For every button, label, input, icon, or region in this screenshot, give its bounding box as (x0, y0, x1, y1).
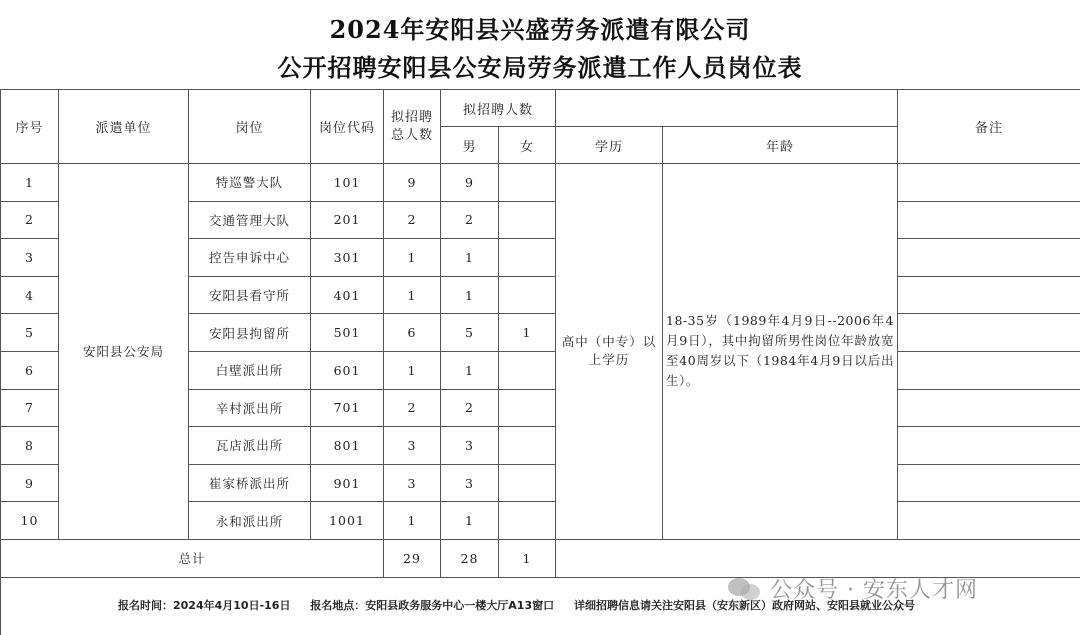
cell-total: 1 (384, 276, 441, 314)
cell-post: 崔家桥派出所 (189, 464, 311, 502)
cell-seq: 5 (1, 314, 59, 352)
cell-total: 1 (384, 351, 441, 389)
summary-blank (556, 539, 1080, 577)
cell-seq: 7 (1, 389, 59, 427)
cell-note (898, 427, 1080, 465)
table-row (1, 164, 1080, 202)
cell-code: 901 (311, 464, 384, 502)
header-unit: 派遣单位 (59, 90, 189, 164)
summary-male: 28 (441, 539, 499, 577)
cell-total: 3 (384, 427, 441, 465)
header-blank (556, 90, 898, 127)
cell-code: 401 (311, 276, 384, 314)
position-table (0, 89, 1080, 635)
cell-male: 1 (441, 276, 499, 314)
header-male: 男 (441, 127, 499, 164)
header-code: 岗位代码 (311, 90, 384, 164)
cell-code: 201 (311, 201, 384, 239)
cell-total: 9 (384, 164, 441, 202)
watermark-text: 公众号 · 安东人才网 (770, 578, 978, 603)
cell-total: 2 (384, 389, 441, 427)
footer-place: 报名地点：安阳县政务服务中心一楼大厅A13窗口 (310, 599, 555, 612)
cell-female (499, 239, 556, 277)
cell-total: 1 (384, 502, 441, 540)
cell-post: 永和派出所 (189, 502, 311, 540)
cell-code: 701 (311, 389, 384, 427)
cell-seq: 9 (1, 464, 59, 502)
header-edu: 学历 (556, 127, 663, 164)
cell-male: 5 (441, 314, 499, 352)
header-split: 拟招聘人数 (441, 90, 556, 127)
cell-post: 交通管理大队 (189, 201, 311, 239)
cell-seq: 8 (1, 427, 59, 465)
cell-post: 辛村派出所 (189, 389, 311, 427)
cell-seq: 4 (1, 276, 59, 314)
cell-note (898, 464, 1080, 502)
cell-male: 3 (441, 427, 499, 465)
header-post: 岗位 (189, 90, 311, 164)
cell-female (499, 351, 556, 389)
cell-male: 1 (441, 239, 499, 277)
cell-seq: 6 (1, 351, 59, 389)
cell-seq: 2 (1, 201, 59, 239)
cell-code: 501 (311, 314, 384, 352)
cell-note (898, 201, 1080, 239)
cell-total: 3 (384, 464, 441, 502)
cell-code: 101 (311, 164, 384, 202)
cell-post: 控告申诉中心 (189, 239, 311, 277)
cell-code: 601 (311, 351, 384, 389)
cell-seq: 10 (1, 502, 59, 540)
cell-female (499, 276, 556, 314)
cell-code: 301 (311, 239, 384, 277)
footer-links: 详细招聘信息请关注安阳县（安东新区）政府网站、安阳县就业公众号 (573, 599, 915, 612)
cell-education: 高中（中专）以上学历 (556, 164, 663, 540)
cell-female (499, 164, 556, 202)
watermark (728, 573, 978, 604)
header-age: 年龄 (663, 127, 898, 164)
cell-female (499, 389, 556, 427)
cell-unit: 安阳县公安局 (59, 164, 189, 540)
cell-note (898, 314, 1080, 352)
summary-row (1, 539, 1080, 577)
cell-female (499, 427, 556, 465)
summary-label: 总计 (1, 539, 384, 577)
cell-male: 3 (441, 464, 499, 502)
cell-total: 6 (384, 314, 441, 352)
cell-post: 瓦店派出所 (189, 427, 311, 465)
cell-seq: 3 (1, 239, 59, 277)
cell-seq: 1 (1, 164, 59, 202)
cell-total: 1 (384, 239, 441, 277)
footer-time: 报名时间：2024年4月10日-16日 (118, 599, 291, 612)
summary-female: 1 (499, 539, 556, 577)
header-total: 拟招聘总人数 (384, 90, 441, 164)
cell-note (898, 239, 1080, 277)
title-line-2: 公开招聘安阳县公安局劳务派遣工作人员岗位表 (277, 53, 803, 82)
wechat-icon (728, 576, 762, 602)
cell-note (898, 351, 1080, 389)
cell-post: 白壁派出所 (189, 351, 311, 389)
header-female: 女 (499, 127, 556, 164)
cell-male: 9 (441, 164, 499, 202)
cell-post: 特巡警大队 (189, 164, 311, 202)
cell-post: 安阳县看守所 (189, 276, 311, 314)
cell-note (898, 389, 1080, 427)
cell-male: 1 (441, 351, 499, 389)
cell-female: 1 (499, 314, 556, 352)
cell-male: 1 (441, 502, 499, 540)
cell-note (898, 276, 1080, 314)
cell-female (499, 464, 556, 502)
summary-total: 29 (384, 539, 441, 577)
cell-female (499, 502, 556, 540)
cell-code: 801 (311, 427, 384, 465)
cell-total: 2 (384, 201, 441, 239)
cell-female (499, 201, 556, 239)
cell-male: 2 (441, 201, 499, 239)
cell-code: 1001 (311, 502, 384, 540)
header-seq: 序号 (1, 90, 59, 164)
title-line-1: 2024年安阳县兴盛劳务派遣有限公司 (329, 15, 751, 44)
cell-male: 2 (441, 389, 499, 427)
cell-post: 安阳县拘留所 (189, 314, 311, 352)
cell-note (898, 164, 1080, 202)
cell-age-requirement: 18-35岁（1989年4月9日--2006年4月9日），其中拘留所男性岗位年龄放宽至40周岁以下（1984年4月9日以后出生）。 (663, 164, 898, 540)
header-note: 备注 (898, 90, 1080, 164)
cell-note (898, 502, 1080, 540)
